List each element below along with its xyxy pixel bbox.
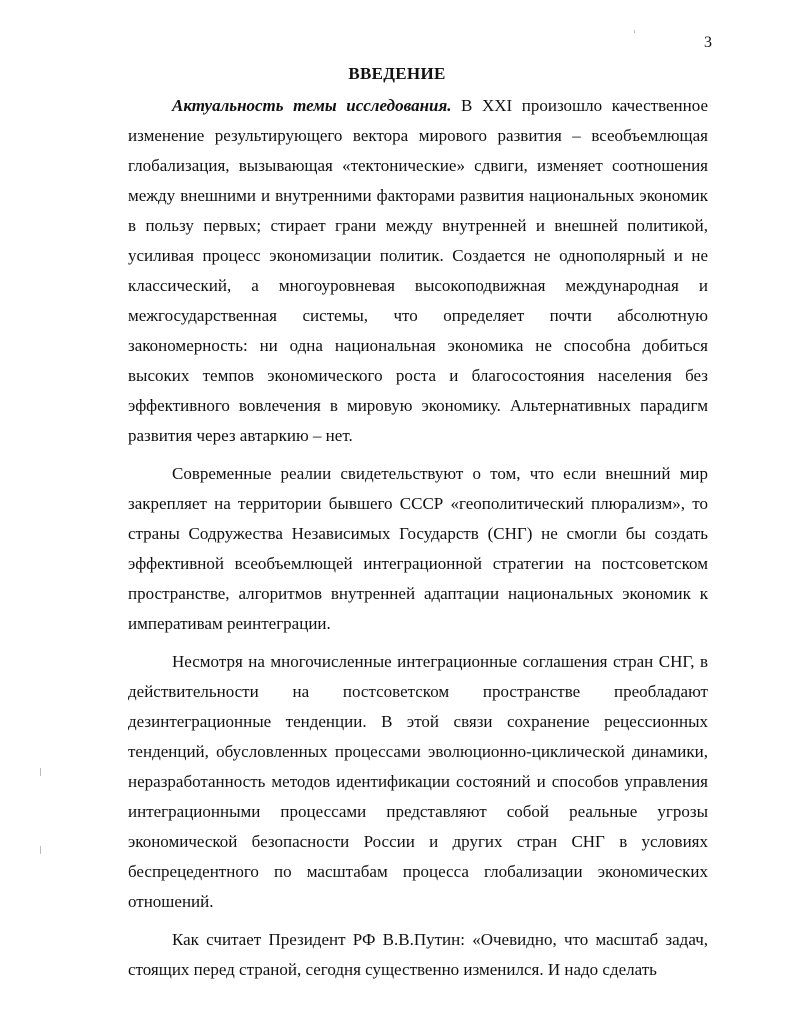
paragraph-relevance bbox=[128, 91, 708, 451]
scan-mark bbox=[40, 768, 41, 776]
paragraph-lead: Актуальность темы исследования. bbox=[172, 96, 452, 115]
paragraph-putin-quote: Как считает Президент РФ В.В.Путин: «Очевидно, что масштаб задач, стоящих перед страной, сегодня существенно изменился. И надо сделать bbox=[128, 930, 708, 979]
page-number: 3 bbox=[704, 34, 712, 51]
paragraph-realities: Современные реалии свидетельствуют о том, что если внешний мир закрепляет на территории бывшего СССР «геополитический плюрализм», то страны Содружества Независимых Государств (СНГ) не смогли бы создать эффективной всеобъемлющей интеграционной стратегии на постсоветском пространстве, алгоритмов внутренней адаптации национальных экономик к императивам реинтеграции. bbox=[128, 464, 708, 633]
scan-mark bbox=[634, 30, 635, 33]
paragraph-integration: Несмотря на многочисленные интеграционные соглашения стран СНГ, в действительности на постсоветском пространстве преобладают дезинтеграционные тенденции. В этой связи сохранение рецессионных тенденций, обусловленных процессами эволюционно-циклической динамики, неразработанность методов идентификации состояний и способов управления интеграционными процессами представляют собой реальные угрозы экономической безопасности России и других стран СНГ в условиях беспрецедентного по масштабам процесса глобализации экономических отношений. bbox=[128, 652, 708, 911]
body-text bbox=[128, 91, 708, 985]
scan-mark bbox=[40, 846, 41, 854]
section-heading: ВВЕДЕНИЕ bbox=[348, 64, 446, 83]
paragraph-text: В XXI произошло качественное изменение результирующего вектора мирового развития – всеобъемлющая глобализация, вызывающая «тектонические» сдвиги, изменяет соотношения между внешними и внутренними факторами развития национальных экономик в пользу первых; стирает грани между внутренней и внешней политикой, усиливая процесс экономизации политик. Создается не однополярный и не классический, а многоуровневая высокоподвижная международная и межгосударственная системы, что определяет почти абсолютную закономерность: ни одна национальная экономика не способна добиться высоких темпов экономического роста и благосостояния населения без эффективного вовлечения в мировую экономику. Альтернативных парадигм развития через автаркию – нет. bbox=[128, 96, 708, 445]
